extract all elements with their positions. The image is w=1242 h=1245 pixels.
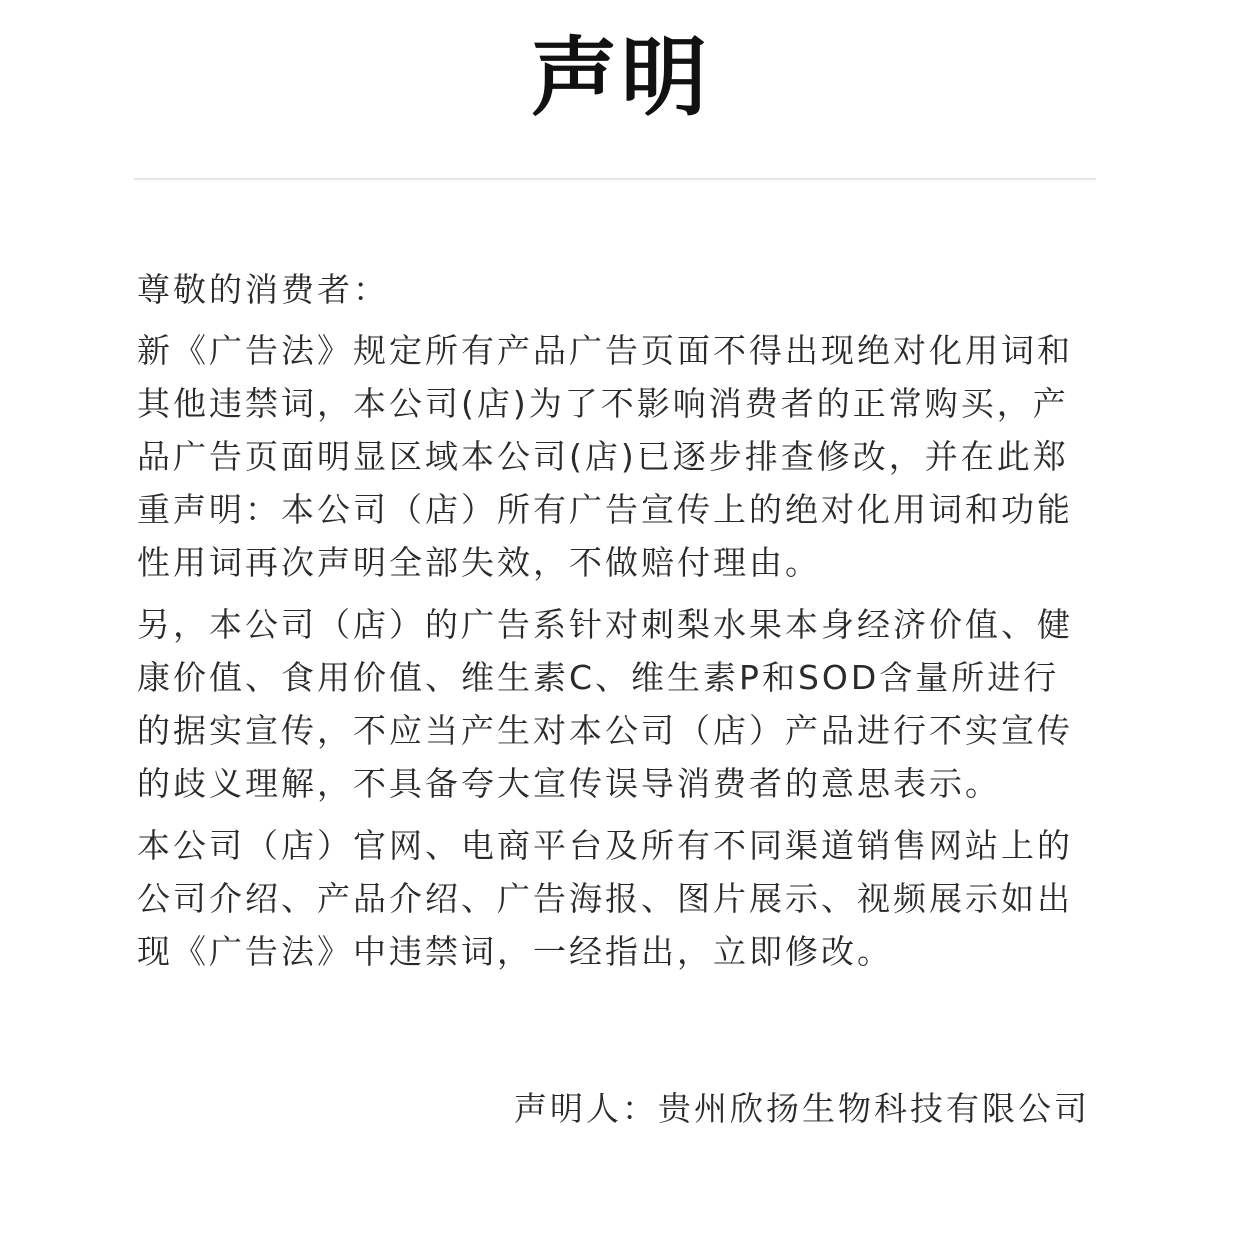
divider: [134, 178, 1096, 180]
paragraph-1: 新《广告法》规定所有产品广告页面不得出现绝对化用词和其他违禁词，本公司(店)为了不影响消费者的正常购买，产品广告页面明显区域本公司(店)已逐步排查修改，并在此郑重声明：本公司（店）所有广告宣传上的绝对化用词和功能性用词再次声明全部失效，不做赔付理由。: [137, 331, 1073, 582]
paragraph-3: 本公司（店）官网、电商平台及所有不同渠道销售网站上的公司介绍、产品介绍、广告海报、图片展示、视频展示如出现《广告法》中违禁词，一经指出，立即修改。: [137, 826, 1073, 971]
page-title: 声明: [531, 28, 711, 128]
greeting: 尊敬的消费者：: [137, 270, 389, 309]
paragraph-2: 另，本公司（店）的广告系针对刺梨水果本身经济价值、健康价值、食用价值、维生素C、维生素P和SOD含量所进行的据实宣传，不应当产生对本公司（店）产品进行不实宣传的歧义理解，不具备夸大宣传误导消费者的意思表示。: [137, 605, 1073, 803]
signature: 声明人：贵州欣扬生物科技有限公司: [514, 1089, 1090, 1128]
statement-body: [137, 263, 1092, 987]
